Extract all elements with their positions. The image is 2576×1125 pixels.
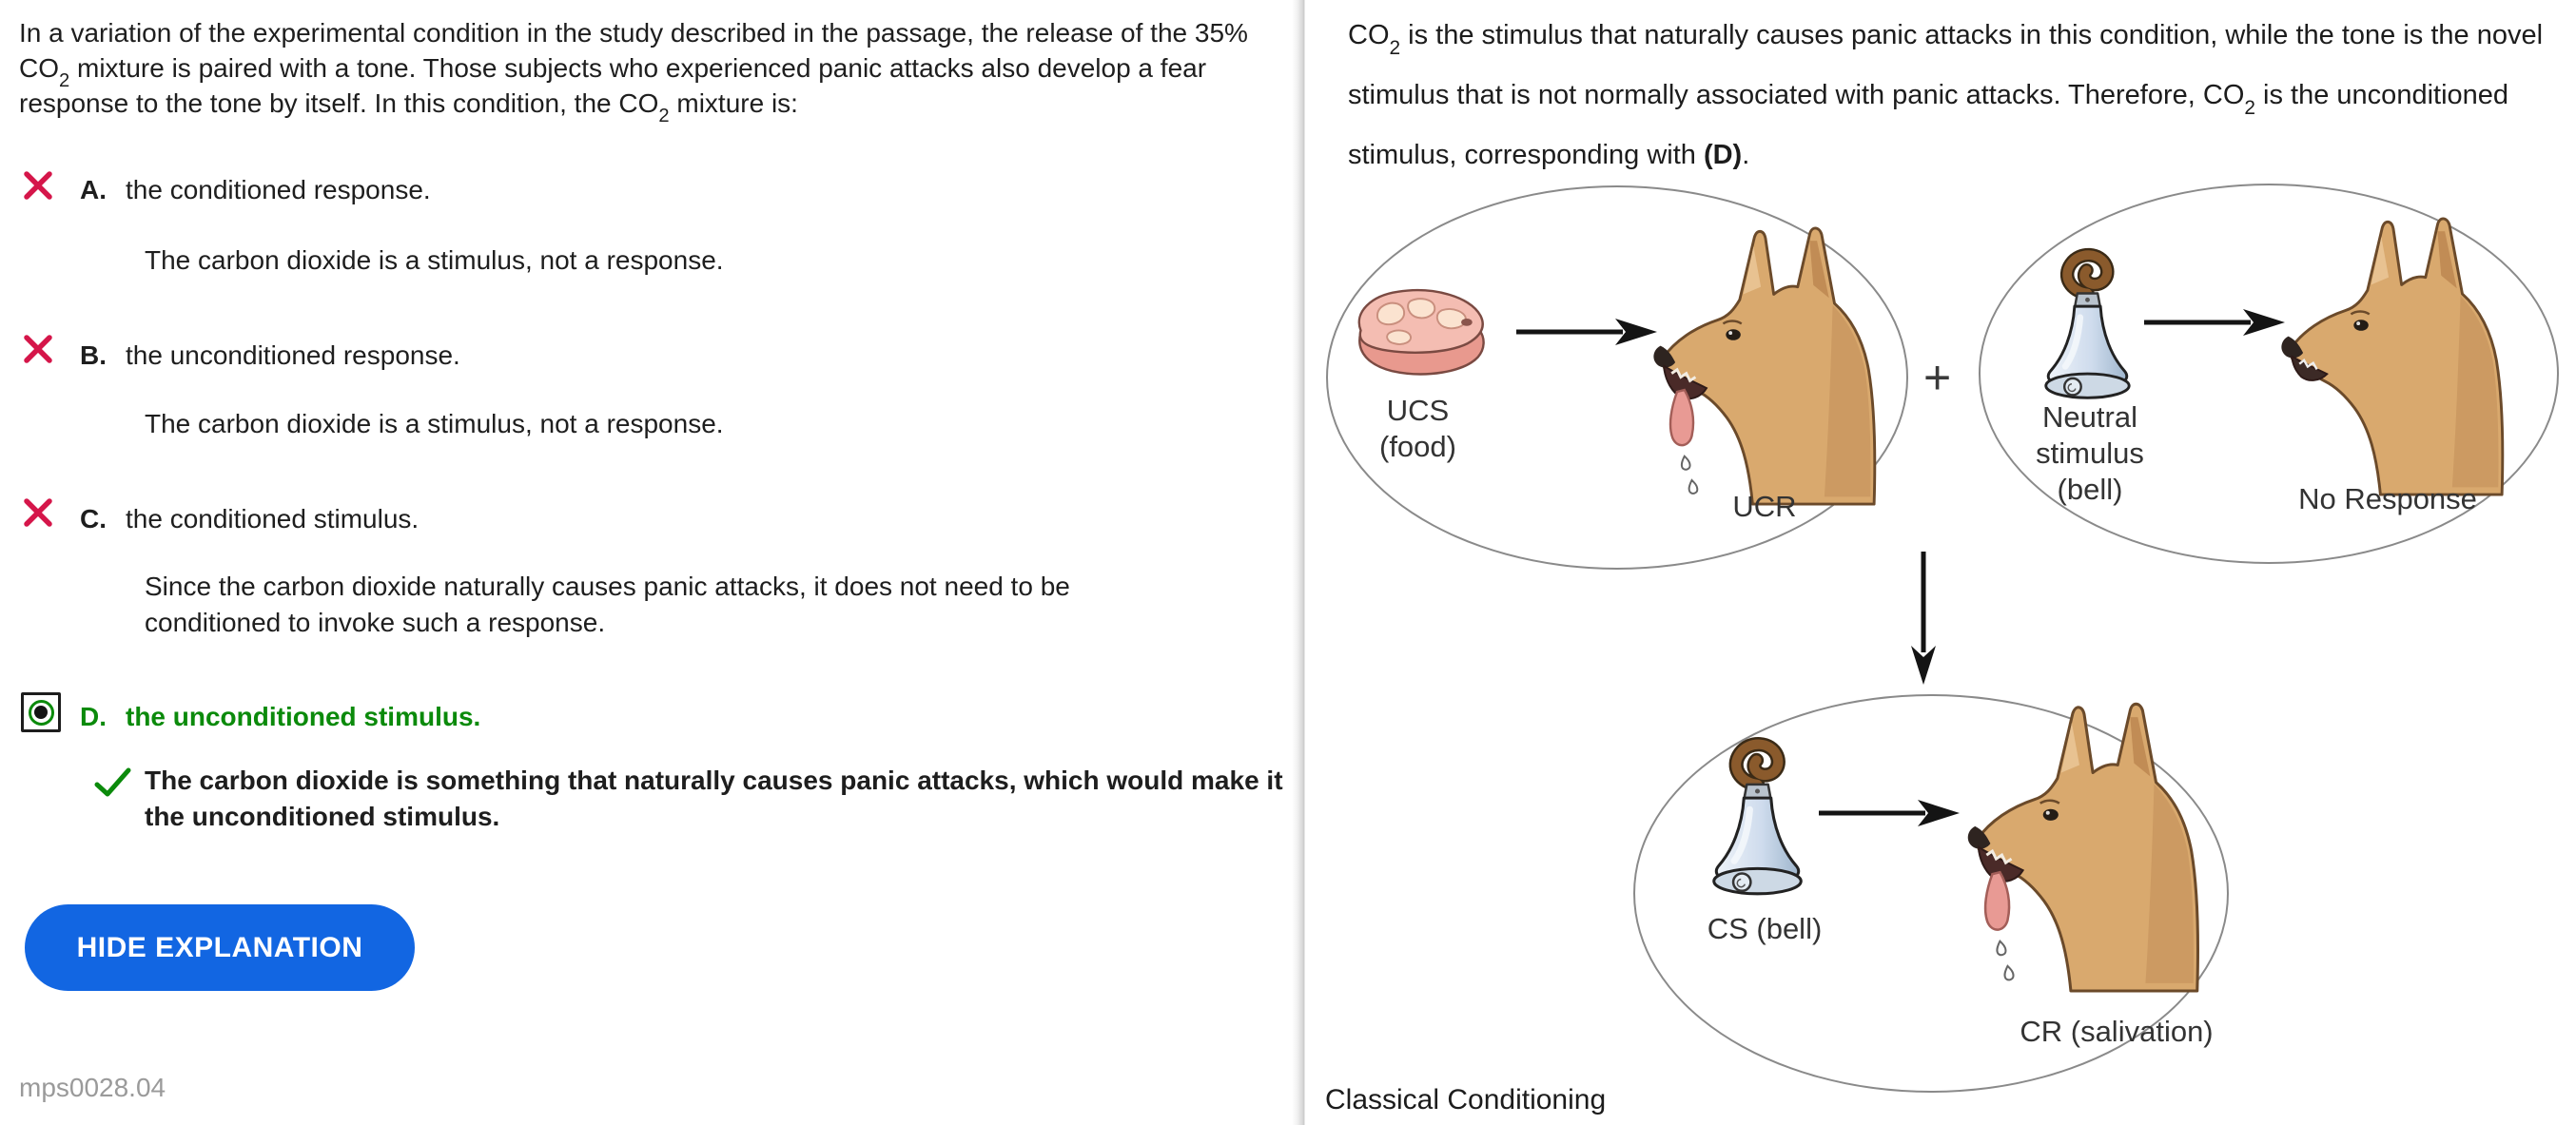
explanation-paragraph xyxy=(1348,6,2558,185)
meat-illustration xyxy=(1346,279,1493,385)
panel-divider xyxy=(1292,0,1305,1125)
choice-explanation: Since the carbon dioxide naturally causes panic attacks, it does not need to be conditioned to invoke such a response. xyxy=(145,572,1070,637)
cs-label: CS (bell) xyxy=(1707,912,1823,945)
salivating-dog-illustration xyxy=(1644,221,1883,506)
incorrect-x-icon xyxy=(23,169,53,202)
choice-letter: B. xyxy=(80,340,107,370)
bell-illustration xyxy=(1701,734,1813,903)
choice-text: the unconditioned response. xyxy=(126,340,460,370)
neutral-stimulus-label: Neutral stimulus (bell) xyxy=(2036,400,2144,506)
arrow-right-icon xyxy=(1817,795,1961,831)
choice-text: the conditioned response. xyxy=(126,175,431,204)
diagram-caption: Classical Conditioning xyxy=(1325,1084,1607,1115)
dog-illustration xyxy=(2272,211,2511,496)
selected-radio-icon[interactable] xyxy=(21,692,61,732)
bell-illustration xyxy=(2034,245,2140,407)
incorrect-x-icon xyxy=(23,333,53,365)
explanation-body: $CO_2$ is the stimulus that naturally causes panic attacks in this condition, while the tone is the novel stimulus that is not normally associated with panic attacks. Therefore, $CO_2$ is the unconditioned stimulus, corresponding with xyxy=(1348,20,2544,170)
arrow-right-icon xyxy=(1514,314,1659,350)
arrow-right-icon xyxy=(2142,304,2287,340)
answer-reference-period: . xyxy=(1742,140,1750,170)
incorrect-x-icon xyxy=(23,496,53,529)
choice-letter: C. xyxy=(80,504,107,533)
choice-text: the unconditioned stimulus. xyxy=(126,702,481,731)
question-text: In a variation of the experimental condition in the study described in the passage, the release of the 35% $CO_2$ mixture is paired with a tone. Those subjects who experienced panic attacks also develop a fear response to the tone by itself. In this condition, the $CO_2$ mixture is: xyxy=(19,18,1248,127)
choice-explanation: The carbon dioxide is a stimulus, not a response. xyxy=(145,245,724,275)
salivating-dog-illustration xyxy=(1958,696,2207,993)
no-response-label: No Response xyxy=(2298,482,2477,515)
choice-explanation: The carbon dioxide is a stimulus, not a response. xyxy=(145,409,724,438)
answer-reference: (D) xyxy=(1703,140,1743,170)
ucr-label: UCR xyxy=(1732,490,1797,523)
plus-sign: + xyxy=(1923,351,1952,404)
choice-explanation: The carbon dioxide is something that naturally causes panic attacks, which would make it the unconditioned stimulus. xyxy=(145,766,1283,831)
ucs-label: UCS (food) xyxy=(1379,394,1456,463)
choice-text: the conditioned stimulus. xyxy=(126,504,420,533)
arrow-down-icon xyxy=(1909,550,1938,688)
cr-label: CR (salivation) xyxy=(2020,1015,2214,1048)
choice-letter: A. xyxy=(80,175,107,204)
choice-letter: D. xyxy=(80,702,107,731)
hide-explanation-button[interactable]: HIDE EXPLANATION xyxy=(25,904,415,991)
correct-check-icon xyxy=(93,766,133,804)
question-id: mps0028.04 xyxy=(19,1073,166,1102)
